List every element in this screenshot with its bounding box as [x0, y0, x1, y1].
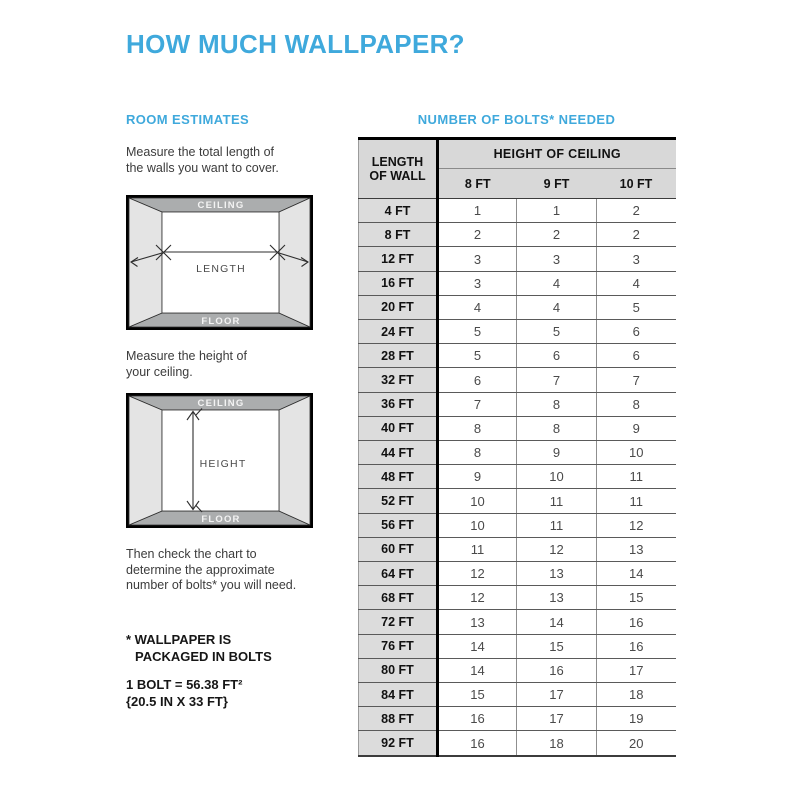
check-chart-text	[126, 547, 296, 594]
bolt-count-cell: 6	[597, 320, 676, 344]
bolt-count-cell: 5	[597, 295, 676, 319]
wall-length-label: 28 FT	[359, 344, 438, 368]
bolt-count-cell: 1	[438, 199, 517, 223]
bolt-count-cell: 5	[438, 320, 517, 344]
bolt-count-cell: 3	[597, 247, 676, 271]
table-row	[359, 247, 676, 271]
wallpaper-bolts-note	[126, 632, 272, 665]
table-row	[359, 199, 676, 223]
text-line: Then check the chart to	[126, 547, 257, 561]
text-line: Measure the total length of	[126, 145, 275, 159]
table-row	[359, 731, 676, 756]
room-estimates-heading: ROOM ESTIMATES	[126, 112, 250, 127]
bolt-count-cell: 16	[517, 658, 597, 682]
bolt-count-cell: 10	[438, 513, 517, 537]
bolt-count-cell: 4	[517, 295, 597, 319]
bolt-count-cell: 11	[597, 489, 676, 513]
wall-length-label: 40 FT	[359, 416, 438, 440]
table-row	[359, 295, 676, 319]
col-header-9ft: 9 FT	[517, 169, 597, 199]
table-row	[359, 610, 676, 634]
room-length-diagram	[126, 195, 313, 330]
wall-length-label: 12 FT	[359, 247, 438, 271]
wall-length-label: 24 FT	[359, 320, 438, 344]
bolt-count-cell: 13	[517, 562, 597, 586]
bolt-count-cell: 11	[438, 537, 517, 561]
left-wall-panel	[129, 396, 162, 525]
ceiling-label: CEILING	[197, 200, 245, 211]
note-line: 1 BOLT = 56.38 FT²	[126, 677, 243, 692]
wall-length-label: 68 FT	[359, 586, 438, 610]
table-row	[359, 537, 676, 561]
right-wall-panel	[279, 396, 310, 525]
height-label: HEIGHT	[199, 458, 247, 470]
bolt-count-cell: 15	[438, 683, 517, 707]
text-line: your ceiling.	[126, 364, 193, 379]
table-row	[359, 683, 676, 707]
table-row	[359, 513, 676, 537]
bolt-count-cell: 16	[438, 731, 517, 756]
bolt-count-cell: 8	[517, 392, 597, 416]
bolt-count-cell: 18	[517, 731, 597, 756]
bolt-count-cell: 6	[517, 344, 597, 368]
bolt-count-cell: 10	[517, 465, 597, 489]
table-row	[359, 271, 676, 295]
bolt-count-cell: 13	[597, 537, 676, 561]
bolt-count-cell: 9	[438, 465, 517, 489]
bolt-count-cell: 8	[517, 416, 597, 440]
wall-length-label: 32 FT	[359, 368, 438, 392]
table-row	[359, 489, 676, 513]
wall-length-label: 52 FT	[359, 489, 438, 513]
wall-length-label: 88 FT	[359, 707, 438, 731]
wall-length-label: 8 FT	[359, 223, 438, 247]
wall-length-label: 84 FT	[359, 683, 438, 707]
note-line: PACKAGED IN BOLTS	[135, 648, 272, 664]
bolt-count-cell: 12	[597, 513, 676, 537]
bolt-count-cell: 6	[597, 344, 676, 368]
bolt-count-cell: 10	[438, 489, 517, 513]
bolt-count-cell: 20	[597, 731, 676, 756]
bolt-count-cell: 2	[597, 199, 676, 223]
bolt-count-cell: 14	[438, 634, 517, 658]
bolt-count-cell: 13	[438, 610, 517, 634]
bolt-count-cell: 7	[517, 368, 597, 392]
bolt-count-cell: 2	[438, 223, 517, 247]
table-header-row	[359, 139, 676, 169]
bolt-count-cell: 8	[438, 441, 517, 465]
bolt-count-cell: 14	[597, 562, 676, 586]
bolt-count-cell: 14	[438, 658, 517, 682]
floor-label: FLOOR	[201, 316, 241, 327]
measure-length-text	[126, 145, 279, 176]
bolt-count-cell: 8	[438, 416, 517, 440]
page-title: HOW MUCH WALLPAPER?	[126, 29, 465, 59]
bolt-count-cell: 12	[438, 586, 517, 610]
bolt-count-cell: 11	[597, 465, 676, 489]
text-line: determine the approximate	[126, 562, 275, 577]
height-of-ceiling-header: HEIGHT OF CEILING	[438, 139, 676, 169]
bolt-count-cell: 15	[597, 586, 676, 610]
wall-length-label: 36 FT	[359, 392, 438, 416]
left-wall-panel	[129, 198, 162, 327]
bolt-count-cell: 3	[438, 247, 517, 271]
bolt-count-cell: 4	[597, 271, 676, 295]
bolt-count-cell: 17	[597, 658, 676, 682]
length-label: LENGTH	[196, 263, 246, 275]
note-line: {20.5 IN X 33 FT}	[126, 693, 228, 709]
bolt-count-cell: 12	[517, 537, 597, 561]
table-row	[359, 416, 676, 440]
bolt-count-cell: 6	[438, 368, 517, 392]
bolt-count-cell: 7	[597, 368, 676, 392]
bolt-count-cell: 3	[438, 271, 517, 295]
bolt-count-cell: 8	[597, 392, 676, 416]
table-row	[359, 586, 676, 610]
right-wall-panel	[279, 198, 310, 327]
table-row	[359, 368, 676, 392]
bolt-count-cell: 3	[517, 247, 597, 271]
wall-length-label: 20 FT	[359, 295, 438, 319]
bolt-count-cell: 11	[517, 513, 597, 537]
bolt-count-cell: 13	[517, 586, 597, 610]
table-row	[359, 344, 676, 368]
bolt-count-cell: 5	[438, 344, 517, 368]
bolt-count-cell: 16	[597, 610, 676, 634]
table-row	[359, 392, 676, 416]
table-row	[359, 562, 676, 586]
wall-length-label: 4 FT	[359, 199, 438, 223]
bolt-count-cell: 2	[597, 223, 676, 247]
bolt-count-cell: 16	[438, 707, 517, 731]
bolt-count-cell: 5	[517, 320, 597, 344]
bolts-table	[358, 137, 676, 757]
bolt-count-cell: 18	[597, 683, 676, 707]
length-of-wall-header: LENGTH OF WALL	[359, 139, 438, 199]
wall-length-label: 56 FT	[359, 513, 438, 537]
wall-length-label: 48 FT	[359, 465, 438, 489]
wall-length-label: 16 FT	[359, 271, 438, 295]
col-header-10ft: 10 FT	[597, 169, 676, 199]
bolt-count-cell: 17	[517, 683, 597, 707]
wall-length-label: 80 FT	[359, 658, 438, 682]
bolt-count-cell: 14	[517, 610, 597, 634]
bolt-count-cell: 10	[597, 441, 676, 465]
wall-length-label: 92 FT	[359, 731, 438, 756]
wall-length-label: 72 FT	[359, 610, 438, 634]
table-row	[359, 707, 676, 731]
bolt-count-cell: 12	[438, 562, 517, 586]
bolt-count-cell: 2	[517, 223, 597, 247]
table-row	[359, 658, 676, 682]
bolt-count-cell: 9	[517, 441, 597, 465]
bolts-needed-heading: NUMBER OF BOLTS* NEEDED	[417, 112, 616, 127]
bolt-count-cell: 11	[517, 489, 597, 513]
col-header-8ft: 8 FT	[438, 169, 517, 199]
bolt-count-cell: 4	[517, 271, 597, 295]
text-line: the walls you want to cover.	[126, 160, 279, 175]
bolt-count-cell: 19	[597, 707, 676, 731]
bolt-size-note	[126, 677, 242, 710]
floor-label: FLOOR	[201, 514, 241, 525]
table-row	[359, 441, 676, 465]
wall-length-label: 64 FT	[359, 562, 438, 586]
bolt-count-cell: 7	[438, 392, 517, 416]
bolt-count-cell: 16	[597, 634, 676, 658]
table-row	[359, 320, 676, 344]
room-height-diagram	[126, 393, 313, 528]
table-row	[359, 223, 676, 247]
bolt-count-cell: 15	[517, 634, 597, 658]
text-line: number of bolts* you will need.	[126, 578, 297, 593]
measure-height-text	[126, 349, 247, 380]
ceiling-label: CEILING	[197, 398, 245, 409]
wall-length-label: 44 FT	[359, 441, 438, 465]
table-row	[359, 465, 676, 489]
bolt-count-cell: 17	[517, 707, 597, 731]
wall-length-label: 60 FT	[359, 537, 438, 561]
bolt-count-cell: 9	[597, 416, 676, 440]
bolt-count-cell: 4	[438, 295, 517, 319]
text-line: Measure the height of	[126, 349, 247, 363]
bolt-count-cell: 1	[517, 199, 597, 223]
table-row	[359, 634, 676, 658]
wall-length-label: 76 FT	[359, 634, 438, 658]
note-line: * WALLPAPER IS	[126, 632, 232, 647]
